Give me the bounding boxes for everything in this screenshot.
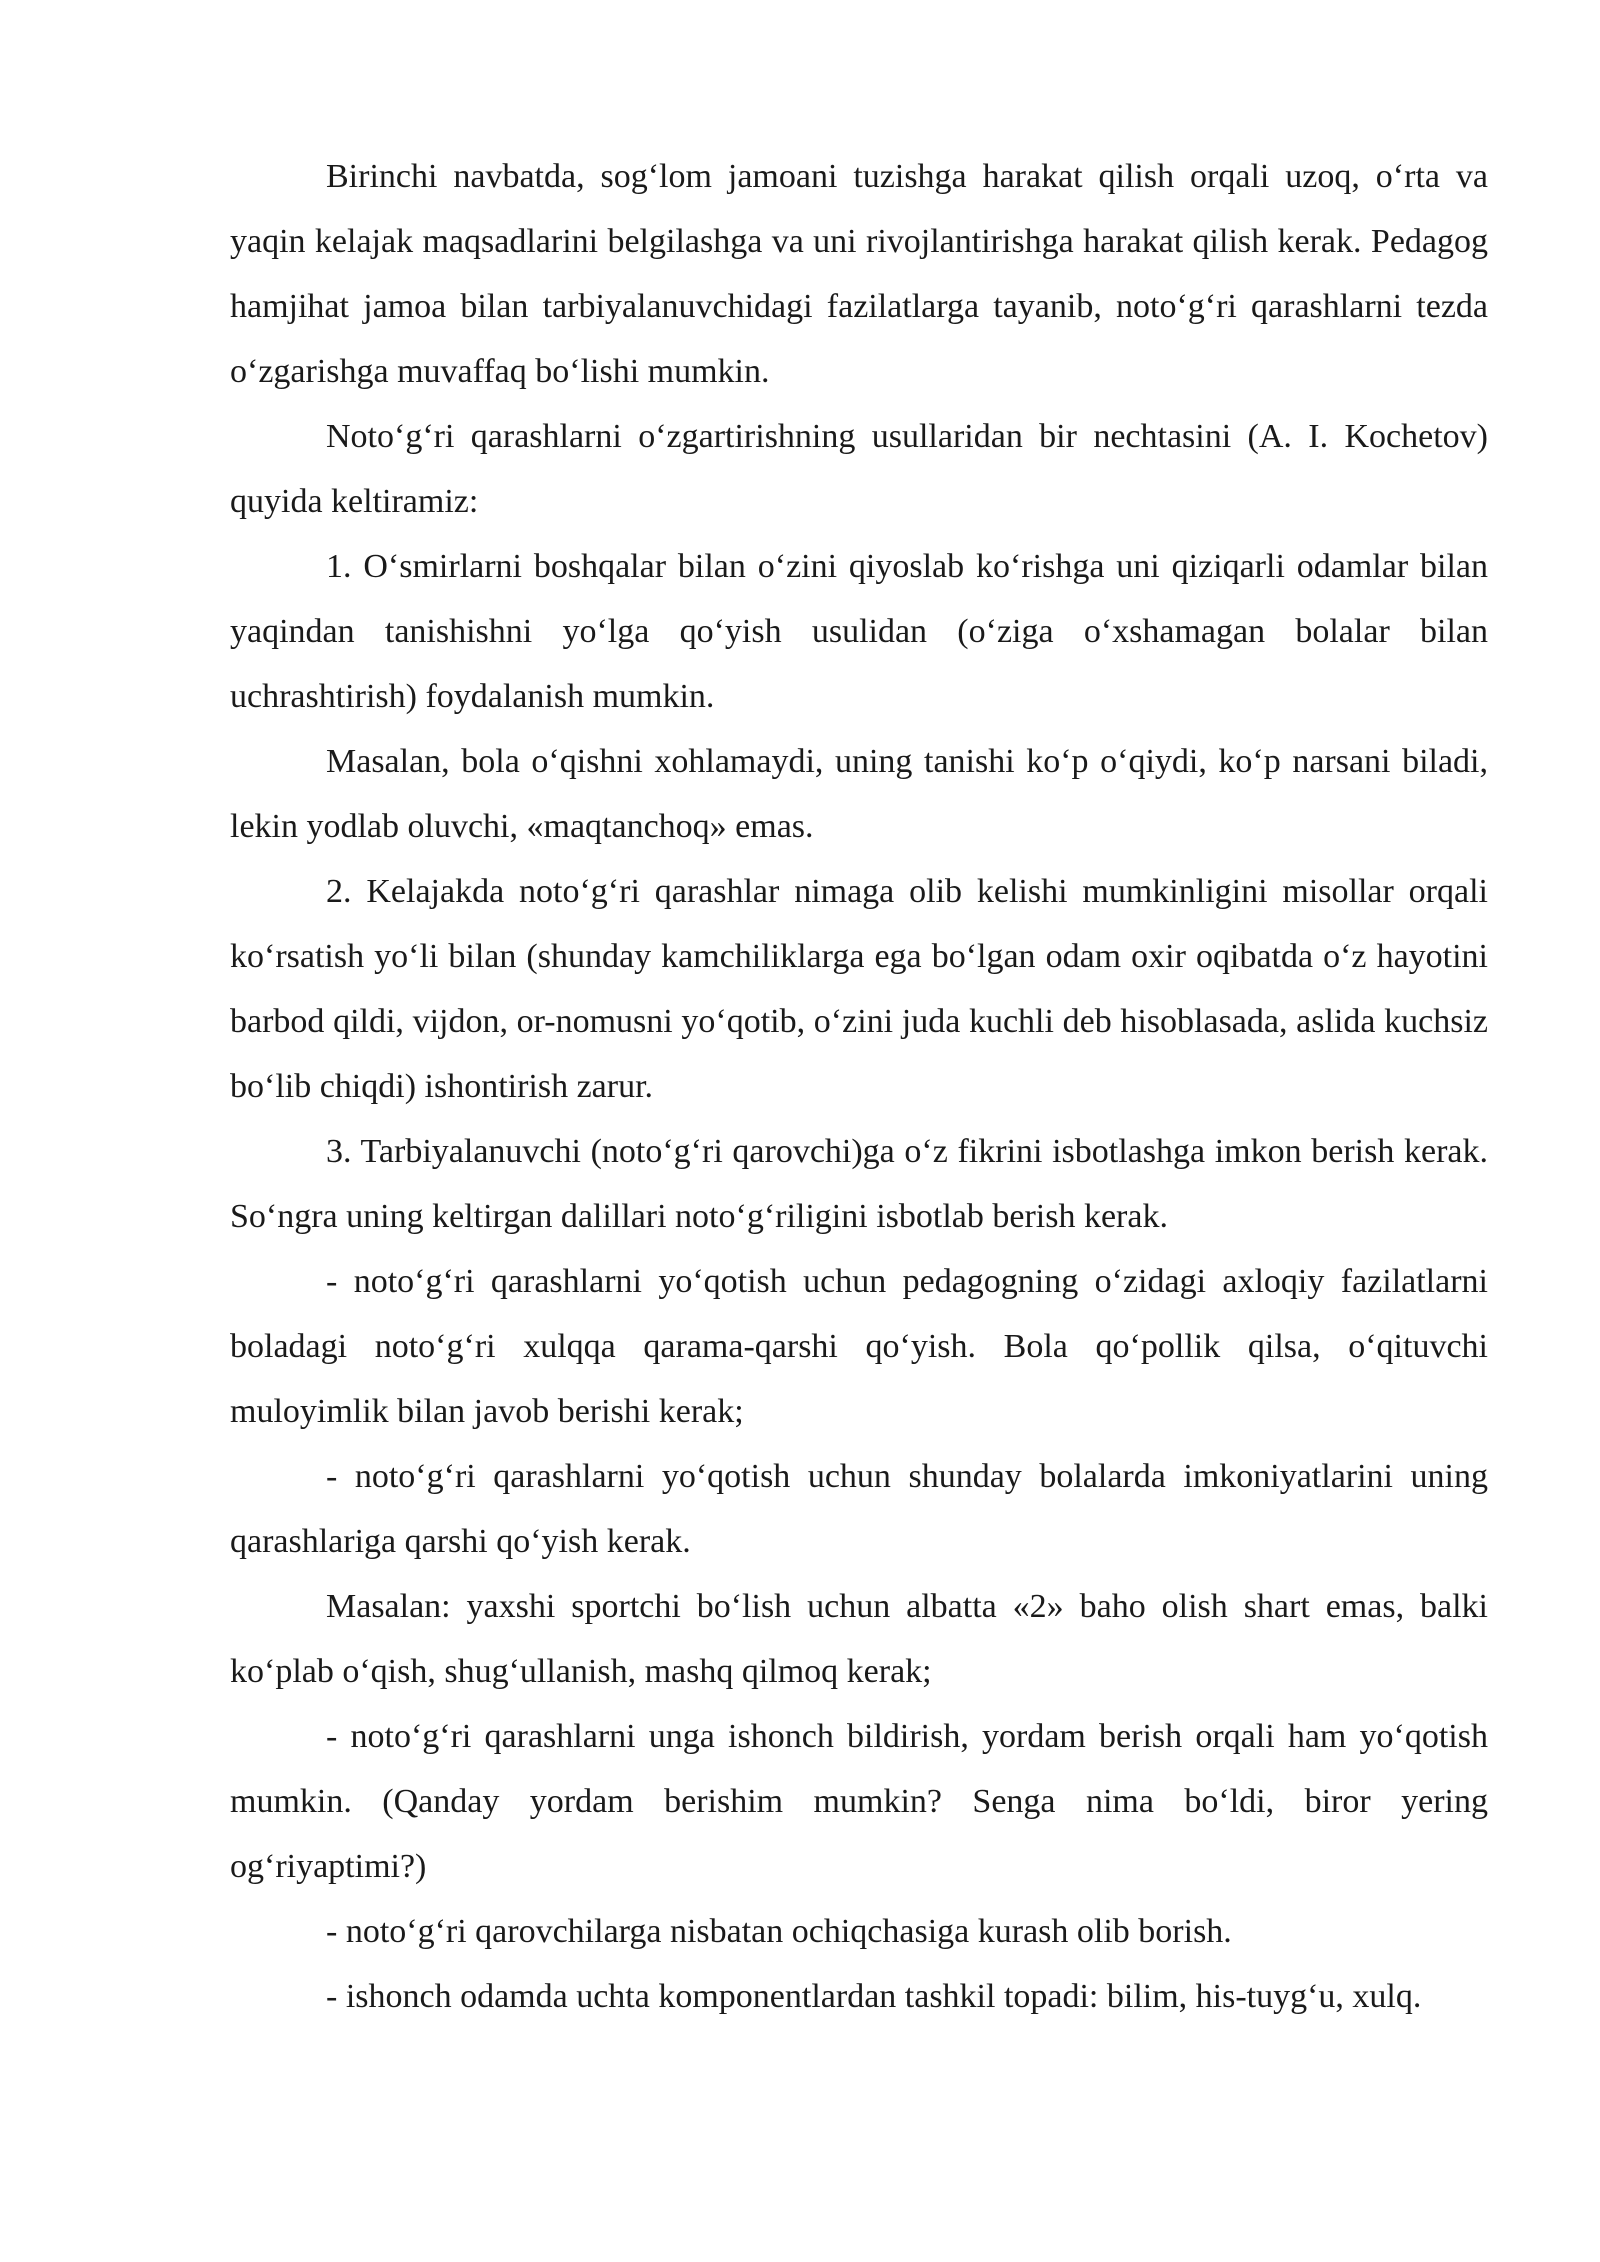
paragraph-4: Masalan, bola o‘qishni xohlamaydi, uning tanishi ko‘p o‘qiydi, ko‘p narsani biladi, lekin yodlab oluvchi, «maqtanchoq» emas. (230, 743, 1488, 845)
paragraph-8: - noto‘g‘ri qarashlarni yo‘qotish uchun shunday bolalarda imkoniyatlarini uning qarashlariga qarshi qo‘yish kerak. (230, 1458, 1488, 1560)
document-page (230, 144, 1488, 2029)
paragraph-5: 2. Kelajakda noto‘g‘ri qarashlar nimaga olib kelishi mumkinligini misollar orqali ko‘rsatish yo‘li bilan (shunday kamchiliklarga ega bo‘lgan odam oxir oqibatda o‘z hayotini barbod qildi, vijdon, or-nomusni yo‘qotib, o‘zini juda kuchli deb hisoblasada, aslida kuchsiz bo‘lib chiqdi) ishontirish zarur. (230, 873, 1488, 1105)
paragraph-9: Masalan: yaxshi sportchi bo‘lish uchun albatta «2» baho olish shart emas, balki ko‘plab o‘qish, shug‘ullanish, mashq qilmoq kerak; (230, 1588, 1488, 1690)
paragraph-1: Birinchi navbatda, sog‘lom jamoani tuzishga harakat qilish orqali uzoq, o‘rta va yaqin kelajak maqsadlarini belgilashga va uni rivojlantirishga harakat qilish kerak. Pedagog hamjihat jamoa bilan tarbiyalanuvchidagi fazilatlarga tayanib, noto‘g‘ri qarashlarni tezda o‘zgarishga muvaffaq bo‘lishi mumkin. (230, 158, 1488, 390)
paragraph-11: - noto‘g‘ri qarovchilarga nisbatan ochiqchasiga kurash olib borish. (326, 1913, 1232, 1950)
paragraph-7: - noto‘g‘ri qarashlarni yo‘qotish uchun pedagogning o‘zidagi axloqiy fazilatlarni boladagi noto‘g‘ri xulqqa qarama-qarshi qo‘yish. Bola qo‘pollik qilsa, o‘qituvchi muloyimlik bilan javob berishi kerak; (230, 1263, 1488, 1430)
paragraph-2: Noto‘g‘ri qarashlarni o‘zgartirishning usullaridan bir nechtasini (A. I. Kochetov) quyida keltiramiz: (230, 418, 1488, 520)
paragraph-12: - ishonch odamda uchta komponentlardan tashkil topadi: bilim, his-tuyg‘u, xulq. (326, 1978, 1422, 2015)
paragraph-10: - noto‘g‘ri qarashlarni unga ishonch bildirish, yordam berish orqali ham yo‘qotish mumkin. (Qanday yordam berishim mumkin? Senga nima bo‘ldi, biror yering og‘riyaptimi?) (230, 1718, 1488, 1885)
paragraph-6: 3. Tarbiyalanuvchi (noto‘g‘ri qarovchi)ga o‘z fikrini isbotlashga imkon berish kerak. So‘ngra uning keltirgan dalillari noto‘g‘riligini isbotlab berish kerak. (230, 1133, 1488, 1235)
paragraph-3: 1. O‘smirlarni boshqalar bilan o‘zini qiyoslab ko‘rishga uni qiziqarli odamlar bilan yaqindan tanishishni yo‘lga qo‘yish usulidan (o‘ziga o‘xshamagan bolalar bilan uchrashtirish) foydalanish mumkin. (230, 548, 1488, 715)
